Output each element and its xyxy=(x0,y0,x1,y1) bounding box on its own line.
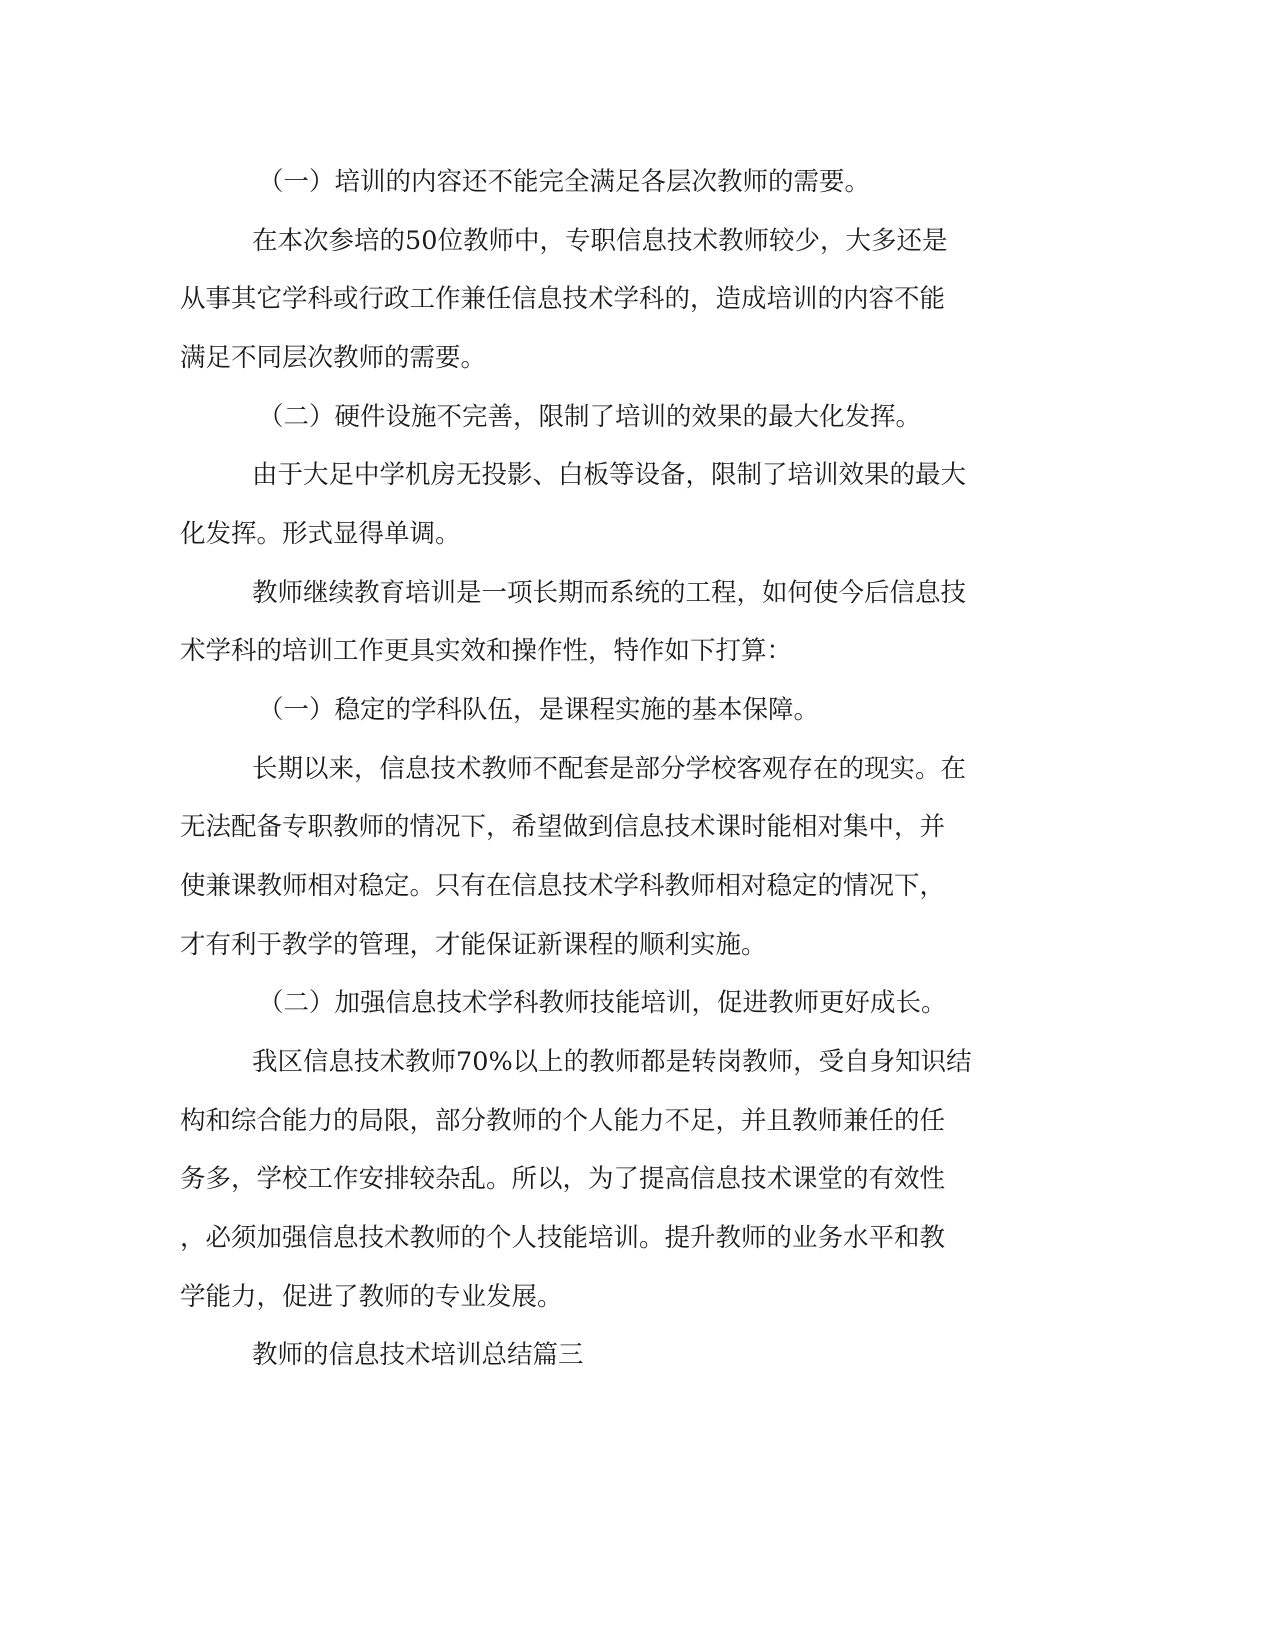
heading-hardware-gap: （二）硬件设施不完善，限制了培训的效果的最大化发挥。 xyxy=(258,402,922,432)
paragraph-line: 长期以来，信息技术教师不配套是部分学校客观存在的现实。在 xyxy=(252,754,967,784)
paragraph-line: 化发挥。形式显得单调。 xyxy=(180,519,461,549)
paragraph-line: 我区信息技术教师70%以上的教师都是转岗教师，受自身知识结 xyxy=(252,1047,972,1077)
paragraph-line: 满足不同层次教师的需要。 xyxy=(180,343,487,373)
heading-stable-team: （一）稳定的学科队伍，是课程实施的基本保障。 xyxy=(258,695,820,725)
paragraph-line: 术学科的培训工作更具实效和操作性，特作如下打算： xyxy=(180,636,793,666)
paragraph-line: 才有利于教学的管理，才能保证新课程的顺利实施。 xyxy=(180,930,767,960)
paragraph-line: 构和综合能力的局限，部分教师的个人能力不足，并且教师兼任的任 xyxy=(180,1106,946,1136)
paragraph-line: 学能力，促进了教师的专业发展。 xyxy=(180,1282,563,1312)
paragraph-line: 务多，学校工作安排较杂乱。所以，为了提高信息技术课堂的有效性 xyxy=(180,1164,946,1194)
paragraph-line: 由于大足中学机房无投影、白板等设备，限制了培训效果的最大 xyxy=(252,460,967,490)
paragraph-line: 使兼课教师相对稳定。只有在信息技术学科教师相对稳定的情况下， xyxy=(180,871,946,901)
heading-content-gap: （一）培训的内容还不能完全满足各层次教师的需要。 xyxy=(258,167,871,197)
heading-skill-training: （二）加强信息技术学科教师技能培训，促进教师更好成长。 xyxy=(258,988,947,1018)
paragraph-line: 从事其它学科或行政工作兼任信息技术学科的，造成培训的内容不能 xyxy=(180,284,946,314)
paragraph-line: 无法配备专职教师的情况下，希望做到信息技术课时能相对集中，并 xyxy=(180,812,946,842)
paragraph-line: 教师继续教育培训是一项长期而系统的工程，如何使今后信息技 xyxy=(252,578,967,608)
section-title: 教师的信息技术培训总结篇三 xyxy=(252,1340,584,1370)
paragraph-line: ，必须加强信息技术教师的个人技能培训。提升教师的业务水平和教 xyxy=(180,1223,946,1253)
paragraph-line: 在本次参培的50位教师中，专职信息技术教师较少，大多还是 xyxy=(252,226,948,256)
